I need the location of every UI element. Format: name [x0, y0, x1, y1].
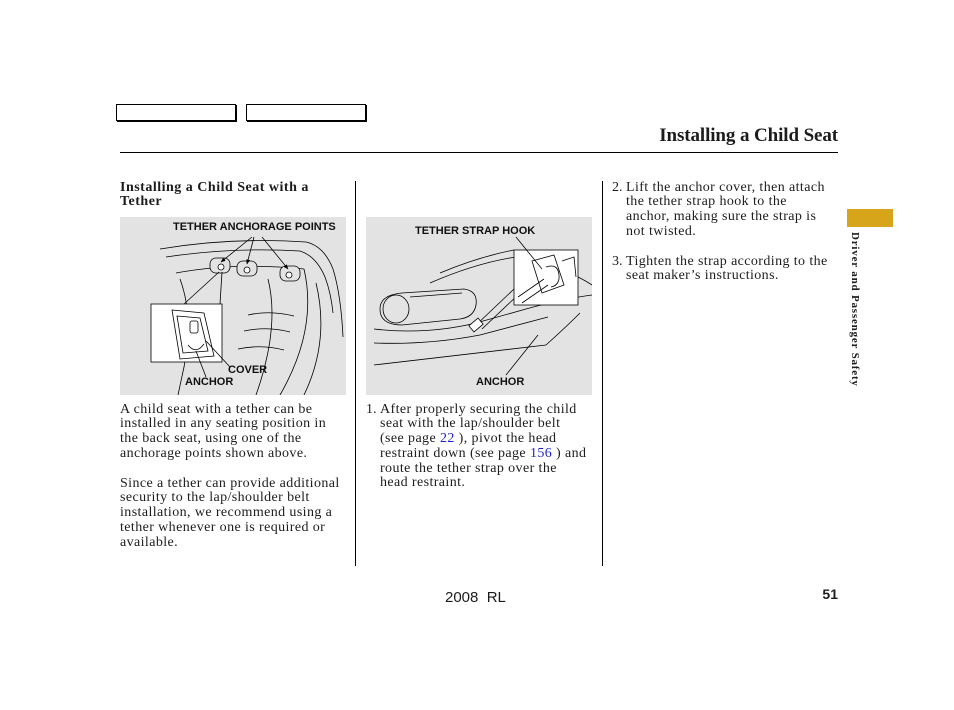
- text-line: anchor, making sure the strap is: [626, 209, 817, 225]
- leader-line: [262, 237, 288, 269]
- anchor-label: ANCHOR: [185, 376, 234, 388]
- cover-label: COVER: [228, 364, 268, 376]
- tether-strap: [469, 289, 520, 332]
- page-link-156[interactable]: 156: [529, 445, 553, 461]
- text-segment: restraint down (see page: [380, 445, 530, 461]
- section-heading: [120, 181, 309, 211]
- anchor-detail-inset: [151, 304, 222, 362]
- heading-line: Tether: [120, 194, 163, 210]
- detail-zoom-line: [220, 272, 222, 304]
- inset-frame: [151, 304, 222, 362]
- seat-right-bolster: [280, 269, 308, 395]
- text-segment: ), pivot the head: [454, 431, 557, 447]
- instruction-step: [612, 181, 825, 240]
- text-line: [380, 432, 586, 447]
- head-restraint-illustration: [366, 217, 592, 395]
- head-restraint-end: [383, 295, 409, 323]
- seat-seam: [238, 347, 284, 350]
- text-line: tether whenever one is required or: [120, 519, 326, 535]
- page-title: Installing a Child Seat: [659, 125, 838, 146]
- column-divider-right: [602, 181, 603, 566]
- text-line: seat with the lap/shoulder belt: [380, 416, 561, 432]
- text-line: anchorage points shown above.: [120, 445, 308, 461]
- head-restraints: [210, 258, 300, 281]
- step-number: 2.: [612, 179, 623, 195]
- seat-belt-line: [256, 279, 272, 395]
- footer-model: 2008 RL: [445, 589, 506, 606]
- nav-button-left[interactable]: [116, 104, 236, 121]
- text-line: Lift the anchor cover, then attach: [626, 179, 825, 195]
- text-line: the tether strap hook to the: [626, 194, 787, 210]
- heading-line: Installing a Child Seat with a: [120, 179, 309, 195]
- text-line: [380, 447, 586, 462]
- paragraph: [120, 477, 340, 551]
- column-divider-left: [355, 181, 356, 566]
- nav-button-right[interactable]: [246, 104, 366, 121]
- text-line: security to the lap/shoulder belt: [120, 490, 310, 506]
- anchor-label: ANCHOR: [476, 376, 525, 388]
- hook-detail-inset: [514, 250, 578, 305]
- text-line: not twisted.: [626, 223, 697, 239]
- section-tab-label: Driver and Passenger Safety: [849, 232, 861, 387]
- page-number: 51: [822, 585, 838, 602]
- text-line: Tighten the strap according to the: [626, 253, 828, 269]
- callout-leader-lines: [184, 237, 288, 304]
- rear-window-line: [440, 250, 514, 273]
- figure-callout-label: TETHER STRAP HOOK: [415, 225, 536, 237]
- step-number: 1.: [366, 401, 377, 417]
- tether-strap-figure: [366, 217, 592, 395]
- section-tab[interactable]: [847, 209, 893, 227]
- anchorage-point: [244, 267, 250, 273]
- text-line: Since a tether can provide additional: [120, 475, 340, 491]
- text-line: route the tether strap over the: [380, 460, 557, 476]
- seat-seam: [244, 329, 290, 332]
- text-segment: (see page: [380, 431, 440, 447]
- rear-shelf-line: [578, 277, 592, 285]
- figure-callout-label: TETHER ANCHORAGE POINTS: [173, 221, 336, 233]
- anchorage-point: [286, 272, 292, 278]
- anchorage-point: [218, 264, 224, 270]
- text-line: available.: [120, 534, 179, 550]
- text-line: head restraint.: [380, 475, 466, 491]
- text-line: A child seat with a tether can be: [120, 401, 313, 417]
- detail-zoom-line: [184, 272, 219, 304]
- seatback-side-line: [546, 313, 580, 345]
- text-segment: ) and: [552, 445, 587, 461]
- text-line: the back seat, using one of the: [120, 431, 302, 447]
- text-line: installed in any seating position in: [120, 416, 327, 432]
- text-line: After properly securing the child: [380, 401, 577, 417]
- tether-anchorage-figure: [120, 217, 346, 395]
- seatback-bottom-line: [374, 345, 546, 365]
- instruction-step: [612, 255, 828, 285]
- seat-seam: [248, 313, 294, 316]
- text-line: seat maker’s instructions.: [626, 268, 779, 284]
- paragraph: [120, 403, 326, 462]
- text-line: installation, we recommend using a: [120, 505, 333, 521]
- page-link-22[interactable]: 22: [439, 431, 455, 447]
- step-number: 3.: [612, 253, 623, 269]
- title-rule: [120, 152, 838, 153]
- inset-frame: [514, 250, 578, 305]
- instruction-step: [366, 403, 586, 492]
- anchor-leader-line: [506, 335, 538, 375]
- head-restraint-outline: [380, 289, 476, 325]
- seat-right-bolster-outer: [304, 283, 321, 395]
